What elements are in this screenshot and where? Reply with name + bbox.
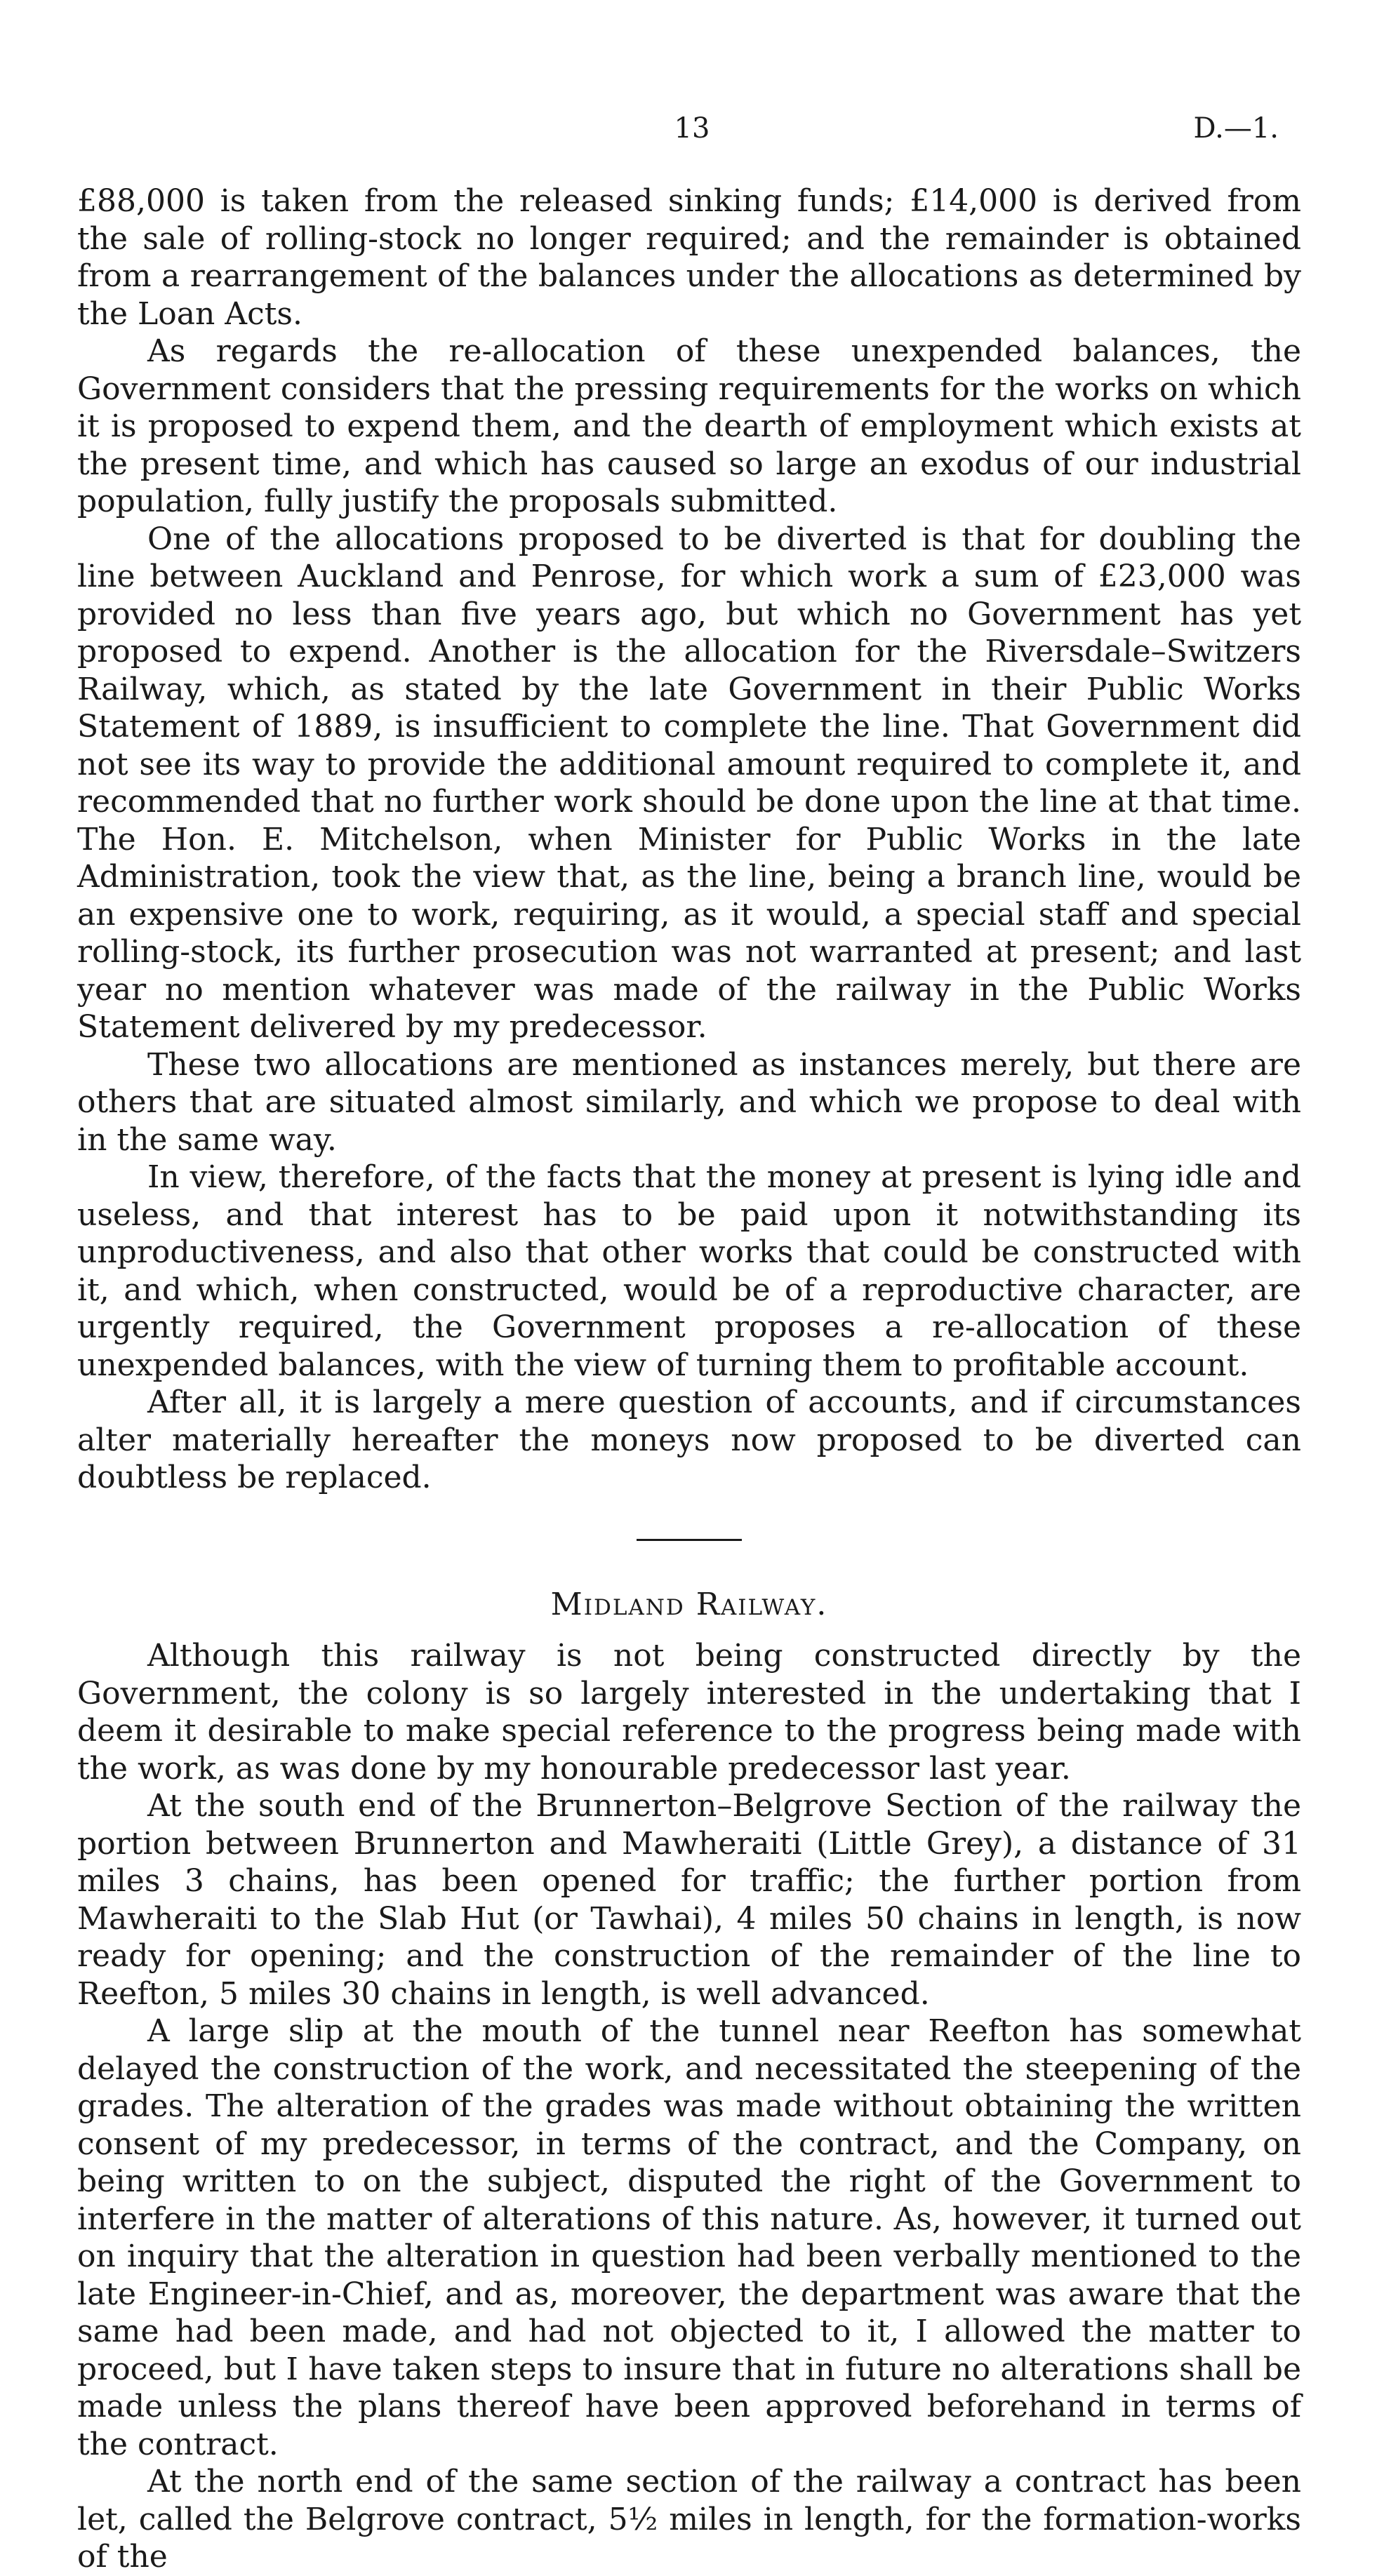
paragraph: At the south end of the Brunnerton–Belgrove Section of the railway the portion between Brunnerton and Mawheraiti (Little Grey), a distance of 31 miles 3 chains, has been opened for traffic; the further portion from Mawheraiti to the Slab Hut (or Tawhai), 4 miles 50 chains in length, is now ready for opening; and the construction of the remainder of the line to Reefton, 5 miles 30 chains in length, is well advanced. <box>77 1788 1301 2012</box>
running-head <box>77 112 1307 154</box>
body-text <box>77 182 1301 2576</box>
paragraph-continuation: £88,000 is taken from the released sinking funds; £14,000 is derived from the sale of rolling-stock no longer required; and the remainder is obtained from a rearrangement of the balances under the allocations as determined by the Loan Acts. <box>77 183 1301 332</box>
section-divider <box>637 1539 742 1541</box>
paragraph: Although this railway is not being constructed directly by the Government, the colony is so largely interested in the undertaking that I deem it desirable to make special reference to the progress being made with the work, as was done by my honourable predecessor last year. <box>77 1638 1301 1787</box>
paragraph: As regards the re-allocation of these unexpended balances, the Government considers that the pressing requirements for the works on which it is proposed to expend them, and the dearth of employment which exists at the present time, and which has caused so large an exodus of our industrial population, fully justify the proposals submitted. <box>77 333 1301 519</box>
paragraph: In view, therefore, of the facts that the money at present is lying idle and useless, and that interest has to be paid upon it notwithstanding its unproductiveness, and also that other works that could be constructed with it, and which, when constructed, would be of a reproductive character, are urgently required, the Government proposes a re-allocation of these unexpended balances, with the view of turning them to profitable account. <box>77 1159 1301 1383</box>
paragraph: A large slip at the mouth of the tunnel near Reefton has somewhat delayed the construction of the work, and necessitated the steepening of the grades. The alteration of the grades was made without obtaining the written consent of my predecessor, in terms of the contract, and the Company, on being written to on the subject, disputed the right of the Government to interfere in the matter of alterations of this nature. As, however, it turned out on inquiry that the alteration in question had been verbally mentioned to the late Engineer-in-Chief, and as, moreover, the department was aware that the same had been made, and had not objected to it, I allowed the matter to proceed, but I have taken steps to insure that in future no alterations shall be made unless the plans thereof have been approved beforehand in terms of the contract. <box>77 2013 1301 2462</box>
section-heading: Midland Railway. <box>550 1586 828 1622</box>
document-reference: D.—1. <box>1193 112 1279 145</box>
paragraph-continues: At the north end of the same section of the railway a contract has been let, called the Belgrove contract, 5½ miles in length, for the formation-works of the <box>77 2464 1301 2575</box>
page-number: 13 <box>674 112 710 145</box>
paragraph: After all, it is largely a mere question of accounts, and if circumstances alter materially hereafter the moneys now proposed to be diverted can doubtless be replaced. <box>77 1384 1301 1495</box>
paragraph: These two allocations are mentioned as instances merely, but there are others that are situated almost similarly, and which we propose to deal with in the same way. <box>77 1046 1301 1158</box>
paragraph: One of the allocations proposed to be diverted is that for doubling the line between Auckland and Penrose, for which work a sum of £23,000 was provided no less than five years ago, but which no Government has yet proposed to expend. Another is the allocation for the Riversdale–Switzers Railway, which, as stated by the late Government in their Public Works Statement of 1889, is insufficient to complete the line. That Government did not see its way to provide the additional amount required to complete it, and recommended that no further work should be done upon the line at that time. The Hon. E. Mitchelson, when Minister for Public Works in the late Administration, took the view that, as the line, being a branch line, would be an expensive one to work, requiring, as it would, a special staff and special rolling-stock, its further prosecution was not warranted at present; and last year no mention whatever was made of the railway in the Public Works Statement delivered by my predecessor. <box>77 521 1301 1045</box>
